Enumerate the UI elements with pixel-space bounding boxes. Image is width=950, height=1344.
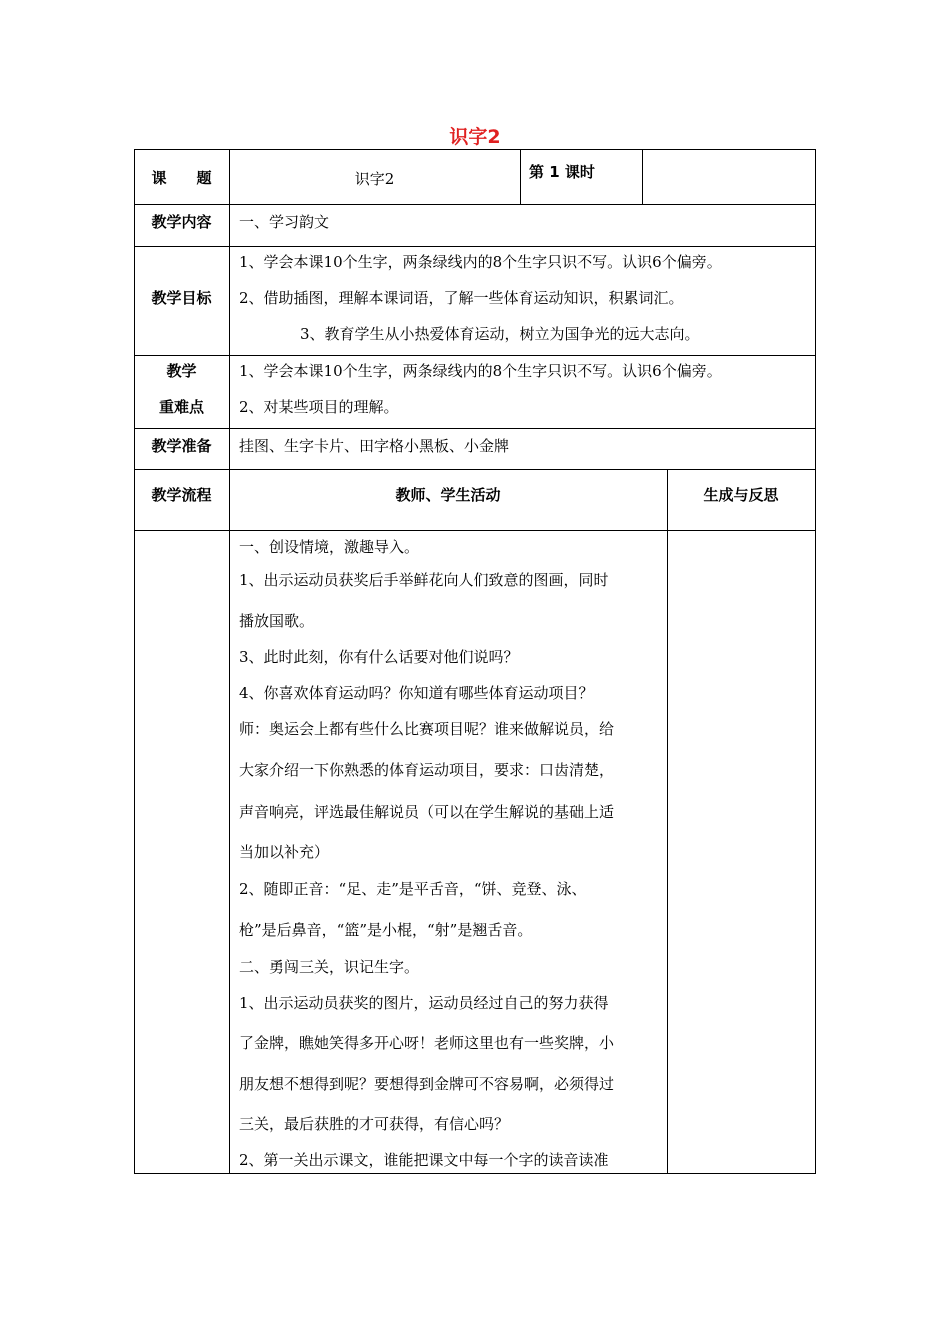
subject-value: 识字2 xyxy=(354,170,395,188)
process-line: 师：奥运会上都有些什么比赛项目呢？谁来做解说员，给 xyxy=(239,720,615,738)
content-value: 一、学习韵文 xyxy=(239,213,330,231)
process-line: 二、勇闯三关，识记生字。 xyxy=(239,958,420,976)
process-line: 枪”是后鼻音，“篮”是小棍，“射”是翘舌音。 xyxy=(239,921,533,939)
process-line: 当加以补充） xyxy=(239,843,330,861)
objective-item: 3、教育学生从小热爱体育运动，树立为国争光的远大志向。 xyxy=(300,325,700,343)
reflection-label: 生成与反思 xyxy=(703,486,779,504)
process-line: 朋友想不想得到呢？要想得到金牌可不容易啊，必须得过 xyxy=(239,1075,615,1093)
process-line: 1、出示运动员获奖的图片，运动员经过自己的努力获得 xyxy=(239,994,609,1012)
process-line: 2、随即正音：“足、走”是平舌音，“饼、竞登、泳、 xyxy=(239,880,587,898)
activity-label: 教师、学生活动 xyxy=(395,486,501,504)
flow-label: 教学流程 xyxy=(151,486,212,504)
preparation-label: 教学准备 xyxy=(151,437,212,455)
process-line: 声音响亮，评选最佳解说员（可以在学生解说的基础上适 xyxy=(239,803,615,821)
lesson-number-label: 第 1 课时 xyxy=(529,163,595,181)
process-line: 3、此时此刻，你有什么话要对他们说吗？ xyxy=(239,648,519,666)
key-points-label-line1: 教学 xyxy=(166,362,197,380)
process-line: 4、你喜欢体育运动吗？你知道有哪些体育运动项目？ xyxy=(239,684,594,702)
objectives-label: 教学目标 xyxy=(151,289,212,307)
objective-item: 2、借助插图，理解本课词语，了解一些体育运动知识，积累词汇。 xyxy=(239,289,684,307)
process-line: 一、创设情境，激趣导入。 xyxy=(239,538,420,556)
process-line: 2、第一关出示课文，谁能把课文中每一个字的读音读准 xyxy=(239,1151,609,1169)
process-line: 三关，最后获胜的才可获得，有信心吗？ xyxy=(239,1115,510,1133)
key-points-label-line2: 重难点 xyxy=(158,398,204,416)
objective-item: 1、学会本课10个生字，两条绿线内的8个生字只识不写。认识6个偏旁。 xyxy=(239,253,722,271)
subject-label: 课 题 xyxy=(151,169,212,187)
process-line: 播放国歌。 xyxy=(239,612,315,630)
document-title: 识字2 xyxy=(449,126,501,148)
process-line: 1、出示运动员获奖后手举鲜花向人们致意的图画，同时 xyxy=(239,571,609,589)
key-point-item: 1、学会本课10个生字，两条绿线内的8个生字只识不写。认识6个偏旁。 xyxy=(239,362,722,380)
content-label: 教学内容 xyxy=(151,213,212,231)
preparation-value: 挂图、生字卡片、田字格小黑板、小金牌 xyxy=(239,437,510,455)
process-line: 大家介绍一下你熟悉的体育运动项目，要求：口齿清楚， xyxy=(239,761,615,779)
key-point-item: 2、对某些项目的理解。 xyxy=(239,398,399,416)
process-line: 了金牌，瞧她笑得多开心呀！老师这里也有一些奖牌，小 xyxy=(239,1034,615,1052)
